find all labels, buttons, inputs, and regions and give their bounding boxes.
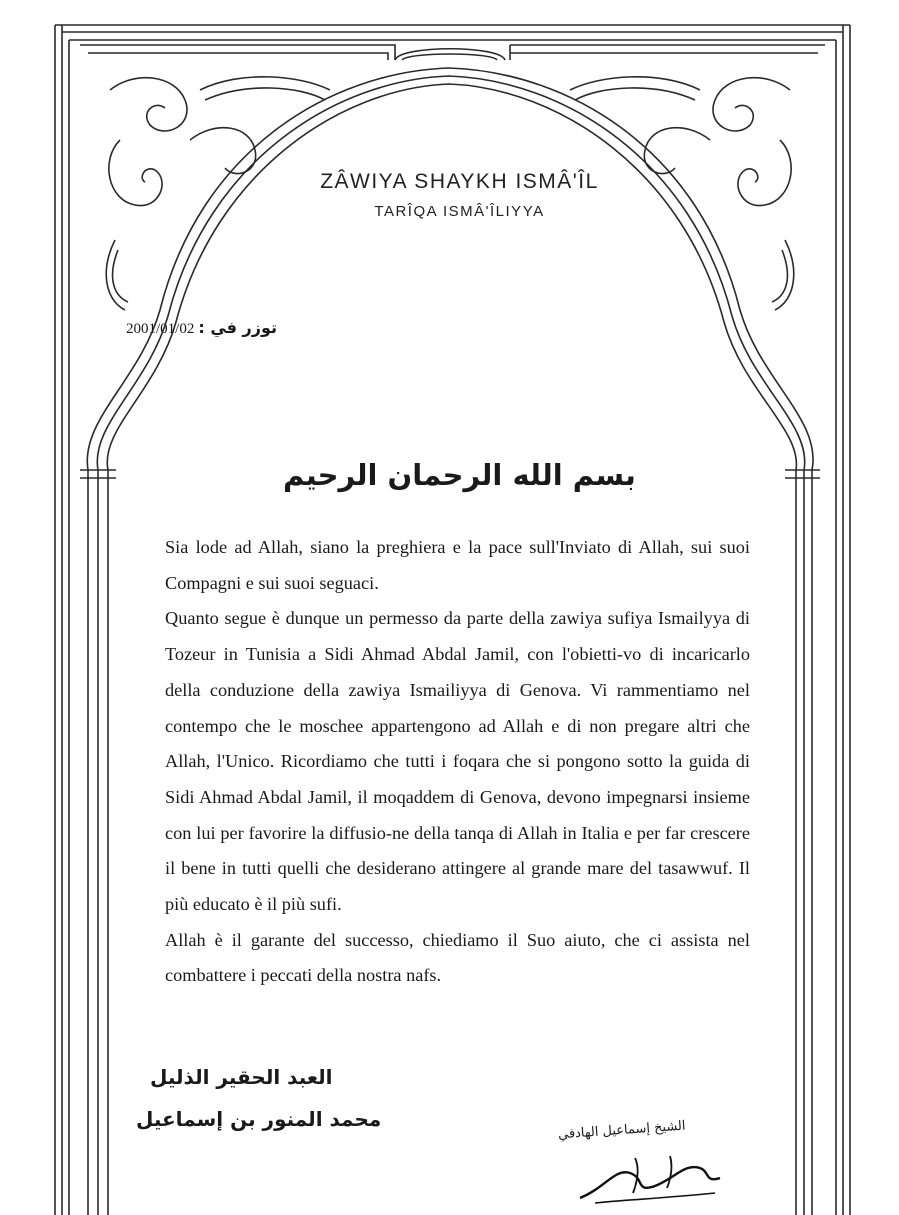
letter-body [165, 530, 750, 994]
document-title: ZÂWIYA SHAYKH ISMÂ'ÎL [320, 170, 599, 193]
date-value: 2001/01/02 [126, 321, 195, 337]
paragraph-2: Quanto segue è dunque un permesso da parte della zawiya sufiya Ismailyya di Tozeur in Tunisia a Sidi Ahmad Abdal Jamil, con l'obietti-vo di incaricarlo della conduzione della zawiya Ismailiyya di Genova. Vi rammentiamo nel contempo che le moschee appartengono ad Allah e di non pregare altri che Allah, l'Unico. Ricordiamo che tutti i foqara che si pongono sotto la guida di Sidi Ahmad Abdal Jamil, il moqaddem di Genova, devono impegnarsi insieme con lui per favorire la diffusio-ne della tanqa di Allah in Italia e per far crescere il bene in tutti quelli che desiderano attingere al grande mare del tasawwuf. Il più educato è il più sufi. [165, 608, 750, 915]
document-subtitle: TARÎQA ISMÂ'ÎLIYYA [374, 203, 545, 220]
signature-line-2: محمد المنور بن إسماعيل [136, 1107, 382, 1131]
paragraph-3: Allah è il garante del successo, chiediamo il Suo aiuto, che ci assista nel combattere i peccati della nostra nafs. [165, 929, 750, 986]
basmala: بسم الله الرحمان الرحيم [283, 458, 636, 492]
date-line [126, 318, 277, 338]
signature-stamp-text: الشيخ إسماعيل الهادفي [557, 1118, 686, 1143]
signature-line-1: العبد الحقير الذليل [150, 1065, 333, 1089]
handwritten-signature [575, 1148, 725, 1208]
date-label: توزر في : [198, 318, 278, 337]
paragraph-1: Sia lode ad Allah, siano la preghiera e la pace sull'Inviato di Allah, sui suoi Compagni e sui suoi seguaci. [165, 537, 750, 593]
